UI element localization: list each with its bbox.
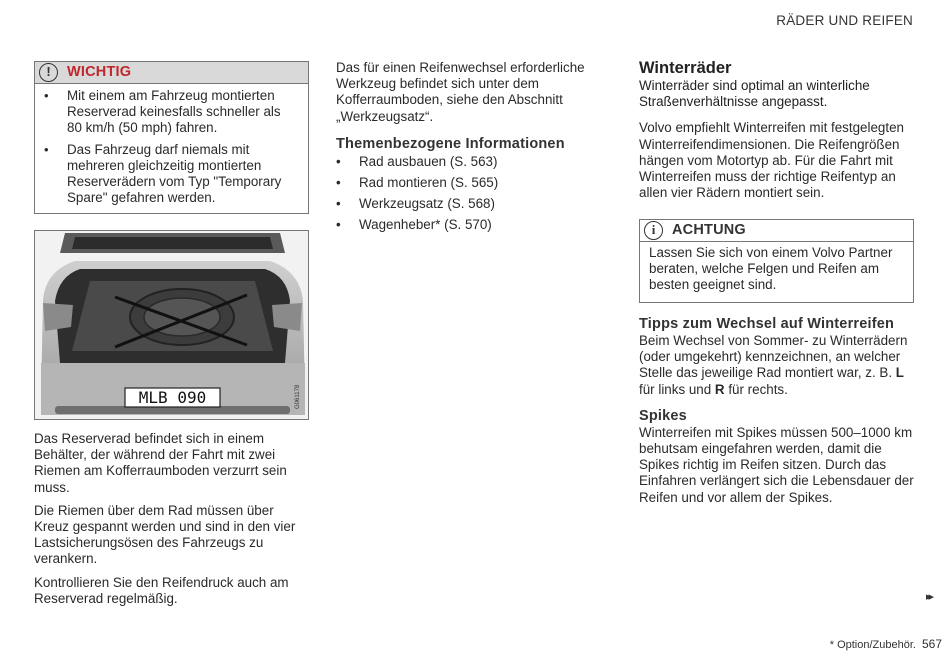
info-icon: i bbox=[644, 221, 663, 240]
paragraph: Die Riemen über dem Rad müssen über Kreuz gespannt werden und sind in den vier Lastsicherungsösen des Fahrzeugs zu verankern. bbox=[34, 502, 296, 567]
paragraph: Volvo empfiehlt Winterreifen mit festgelegten Winterreifendimensionen. Die Reifengrößen hängen vom Motortyp ab. Für die Fahrt mit Winterreifen muss der richtige Reifentyp an allen vier Rädern montiert sein. bbox=[639, 120, 904, 201]
warning-item: • Das Fahrzeug darf niemals mit mehreren gleichzeitig montierten Reserverädern vom Typ "Temporary Spare" gefahren werden. bbox=[35, 142, 294, 207]
intro-paragraph: Das für einen Reifenwechsel erforderliche Werkzeug befindet sich unter dem Kofferraumboden, siehe den Abschnitt „Werkzeugsatz“. bbox=[336, 60, 585, 124]
related-link[interactable]: • Wagenheber* (S. 570) bbox=[336, 217, 611, 233]
warning-header bbox=[35, 62, 308, 84]
related-heading: Themenbezogene Informationen bbox=[336, 135, 565, 152]
caution-title: ACHTUNG bbox=[672, 222, 746, 239]
next-page-icon[interactable]: ▸▸ bbox=[926, 591, 932, 603]
tips-heading: Tipps zum Wechsel auf Winterreifen bbox=[639, 316, 895, 332]
tools-column bbox=[336, 60, 611, 239]
caution-header bbox=[640, 220, 913, 242]
footnote: * Option/Zubehör. bbox=[829, 639, 916, 651]
caution-text: Lassen Sie sich von einem Volvo Partner beraten, welche Felgen und Reifen am besten geeignet sind. bbox=[649, 245, 893, 293]
warning-title: WICHTIG bbox=[67, 64, 132, 81]
warning-item: • Mit einem am Fahrzeug montierten Reserverad keinesfalls schneller als 80 km/h (50 mph) fahren. bbox=[35, 88, 294, 137]
exclamation-icon: ! bbox=[39, 63, 58, 82]
trunk-illustration bbox=[34, 230, 309, 420]
winter-column bbox=[639, 58, 914, 208]
tips-paragraph: Beim Wechsel von Sommer- zu Winterrädern (oder umgekehrt) kennzeichnen, an welcher Stelle das jeweilige Rad montiert war, z. B. L für links und R für rechts. bbox=[639, 333, 908, 397]
car-trunk-image bbox=[35, 231, 309, 420]
right-marker: R bbox=[714, 381, 725, 397]
spare-wheel-text bbox=[34, 431, 309, 614]
warning-box bbox=[34, 61, 309, 214]
paragraph: Das Reserverad befindet sich in einem Behälter, der während der Fahrt mit zwei Riemen am Kofferraumboden verzurrt sein muss. bbox=[34, 431, 287, 495]
page-number: 567 bbox=[921, 637, 942, 651]
figure-code: G061178 bbox=[295, 384, 301, 409]
spikes-paragraph: Winterreifen mit Spikes müssen 500–1000 km behutsam eingefahren werden, damit die Spikes richtig im Reifen sitzen. Durch das Einfahren verlängert sich die Lebensdauer der Reifen und vor allem der Spikes. bbox=[639, 424, 914, 505]
page-footer bbox=[830, 636, 942, 653]
caution-box bbox=[639, 219, 914, 303]
warning-list bbox=[35, 84, 308, 217]
paragraph: Kontrollieren Sie den Reifendruck auch am Reserverad regelmäßig. bbox=[34, 574, 289, 606]
section-title: Winterräder bbox=[639, 59, 732, 77]
tips-section bbox=[639, 315, 914, 513]
left-marker: L bbox=[895, 365, 904, 381]
related-link[interactable]: • Rad ausbauen (S. 563) bbox=[336, 154, 611, 170]
license-plate-text: MLB 090 bbox=[138, 388, 207, 407]
related-link[interactable]: • Werkzeugsatz (S. 568) bbox=[336, 196, 611, 212]
section-header: RÄDER UND REIFEN bbox=[776, 13, 913, 28]
lead-paragraph: Winterräder sind optimal an winterliche Straßenverhältnisse angepasst. bbox=[639, 78, 870, 110]
spikes-heading: Spikes bbox=[639, 407, 687, 424]
related-list bbox=[336, 154, 611, 234]
related-link[interactable]: • Rad montieren (S. 565) bbox=[336, 175, 611, 191]
